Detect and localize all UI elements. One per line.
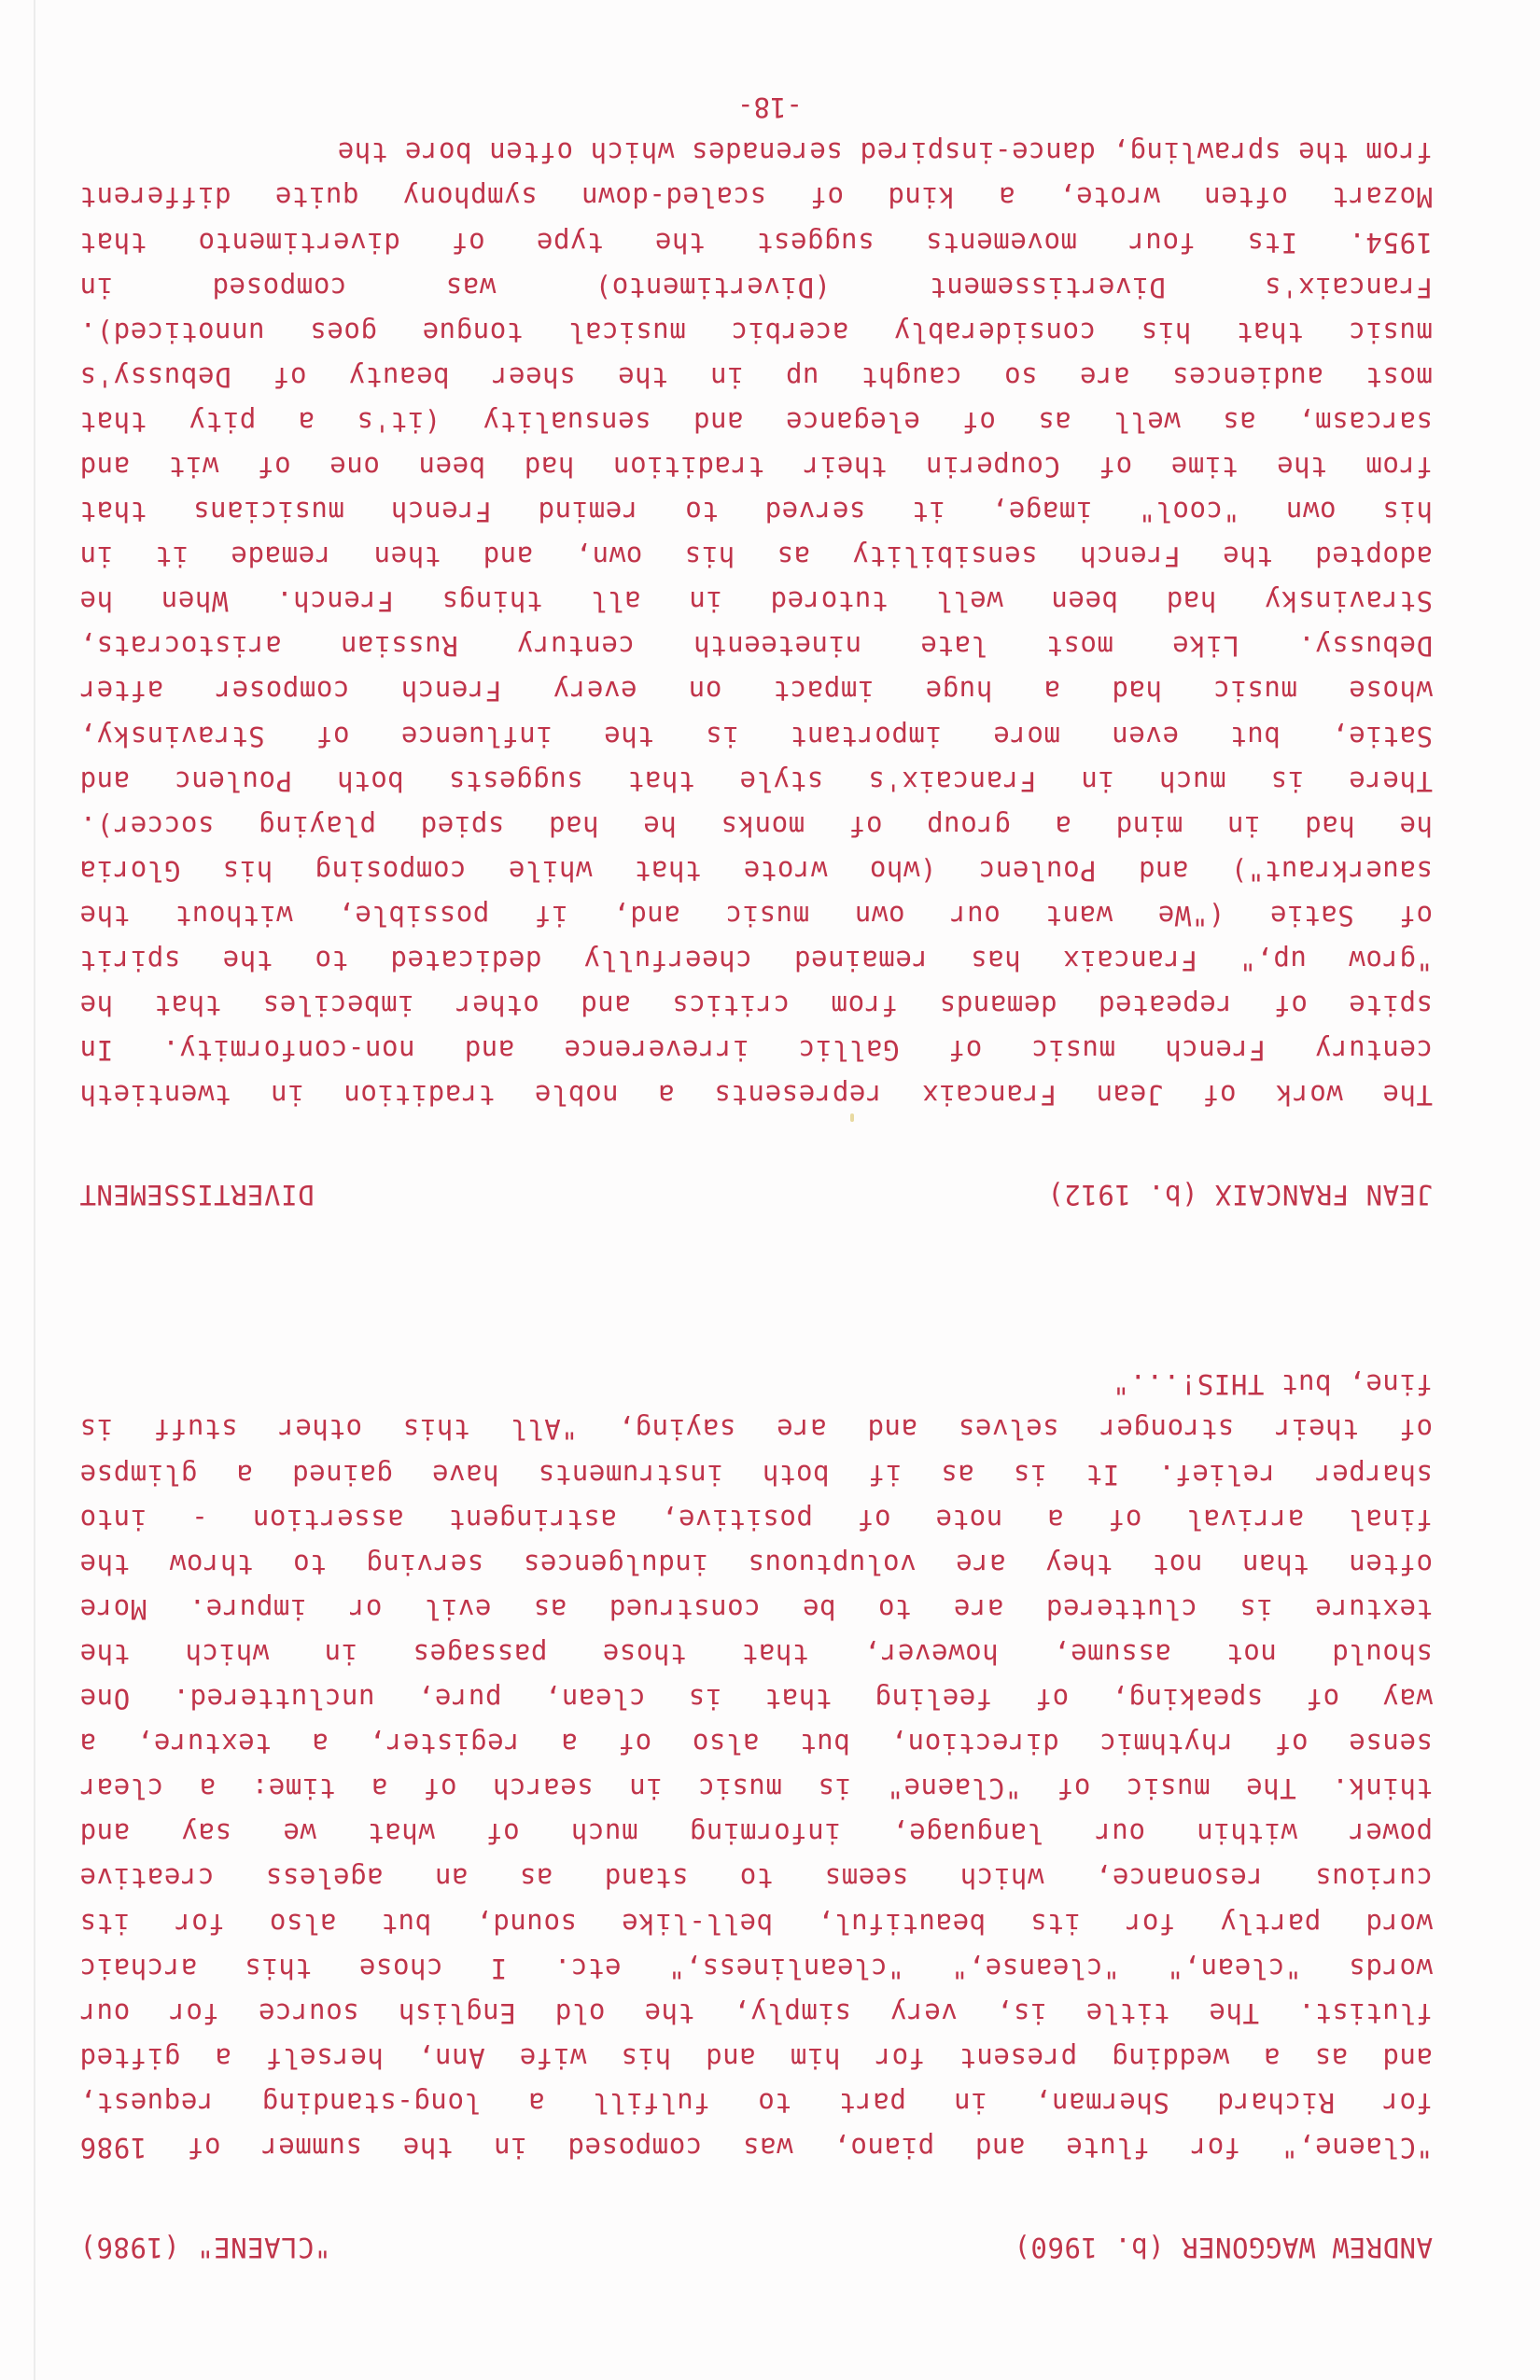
text-line: his own "cool" image, it served to remind French musicians that xyxy=(79,496,1433,528)
text-line: sense of rhythmic direction, but also of a register, a texture, a xyxy=(79,1728,1433,1760)
scan-edge-shadow xyxy=(34,0,35,2380)
composer-name: ANDREW WAGGONER (b. 1960) xyxy=(1014,2232,1433,2263)
work-title: DIVERTISSEMENT xyxy=(79,1179,315,1211)
text-line: of Satie ("We want our own music and, if possible, without the xyxy=(79,899,1433,931)
page-number: -18- xyxy=(737,91,803,123)
composer-name: JEAN FRANCAIX (b. 1912) xyxy=(1046,1179,1433,1211)
text-line: spite of repeated demands from critics and other imbeciles that he xyxy=(79,989,1433,1022)
text-line: 1954. Its four movements suggest the type of divertimento that xyxy=(79,226,1433,259)
text-line: he had in mind a group of monks he had spied playing soccer). xyxy=(79,809,1433,842)
text-line: whose music had a huge impact on every French composer after xyxy=(79,675,1433,707)
program-note-divertissement xyxy=(79,130,1433,1117)
text-line: flutist. The title is, very simply, the old English source for our xyxy=(79,1996,1433,2029)
text-line: adopted the French sensibility as his own, and then remade it in xyxy=(79,540,1433,573)
section-heading-francaix xyxy=(79,1169,1433,1220)
text-line: often than not they are voluptuous indulgences serving to throw the xyxy=(79,1547,1433,1580)
text-line: sarcasm, as well as of elegance and sensuality (it's a pity that xyxy=(79,405,1433,438)
section-heading-waggoner xyxy=(79,2222,1433,2273)
text-line: from the sprawling, dance-inspired serenades which often bore the xyxy=(337,136,1433,169)
text-line: sauerkraut") and Poulenc (who wrote that while composing his Gloria xyxy=(79,854,1433,887)
text-line: of their stronger selves and are saying, "All this other stuff is xyxy=(79,1413,1433,1446)
text-line: think. The music of "Claene" is music in search of a time: a clear xyxy=(79,1772,1433,1805)
text-line: Debussy. Like most late nineteenth century Russian aristocrats, xyxy=(79,630,1433,663)
text-line: from the time of Couperin their tradition had been one of wit and xyxy=(79,451,1433,483)
text-line: word partly for its beautiful, bell-like sound, but also for its xyxy=(79,1907,1433,1939)
text-line: The work of Jean Francaix represents a noble tradition in twentieth xyxy=(79,1079,1433,1112)
text-line: Francaix's Divertissement (Divertimento) was composed in xyxy=(79,271,1433,303)
program-note-claene xyxy=(79,1362,1433,2170)
text-line: final arrival of a note of positive, astringent assertion - into xyxy=(79,1503,1433,1535)
text-line: "Claene," for flute and piano, was composed in the summer of 1986 xyxy=(79,2132,1433,2163)
text-line: fine, but THIS!..." xyxy=(1112,1368,1433,1401)
text-line: music that his considerably acerbic musical tongue goes unnoticed). xyxy=(79,315,1433,348)
text-line: power within our language, informing much of what we say and xyxy=(79,1817,1433,1850)
work-title: "CLAENE" (1986) xyxy=(79,2232,331,2263)
text-line: Mozart often wrote, a kind of scaled-down symphony quite different xyxy=(79,181,1433,214)
text-line: most audiences are so caught up in the sheer beauty of Debussy's xyxy=(79,360,1433,393)
text-line: texture is cluttered are to be construed as evil or impure. More xyxy=(79,1592,1433,1625)
text-column xyxy=(79,130,1433,2273)
text-line: Satie, but even more important is the influence of Stravinsky, xyxy=(79,720,1433,752)
text-line: way of speaking, of feeling that is clean, pure, uncluttered. One xyxy=(79,1683,1433,1715)
text-line: sharper relief. It is as if both instruments have gained a glimpse xyxy=(79,1458,1433,1491)
text-line: curious resonance, which seems to stand as an ageless creative xyxy=(79,1862,1433,1895)
text-line: should not assume, however, that those passages in which the xyxy=(79,1637,1433,1670)
text-line: words "clean," "cleanse," "cleanliness," etc. I chose this archaic xyxy=(79,1952,1433,1984)
text-line: for Richard Sherman, in part to fulfill a long-standing request, xyxy=(79,2086,1433,2119)
text-line: Stravinsky had been well tutored in all things French. When he xyxy=(79,585,1433,618)
text-line: century French music of Gallic irreverence and non-conformity. In xyxy=(79,1034,1433,1067)
text-line: There is much in Francaix's style that suggests both Poulenc and xyxy=(79,764,1433,797)
text-line: and as a wedding present for him and his wife Ann, herself a gifted xyxy=(79,2041,1433,2074)
text-line: "grow up," Francaix has remained cheerfully dedicated to the spirit xyxy=(79,945,1433,977)
